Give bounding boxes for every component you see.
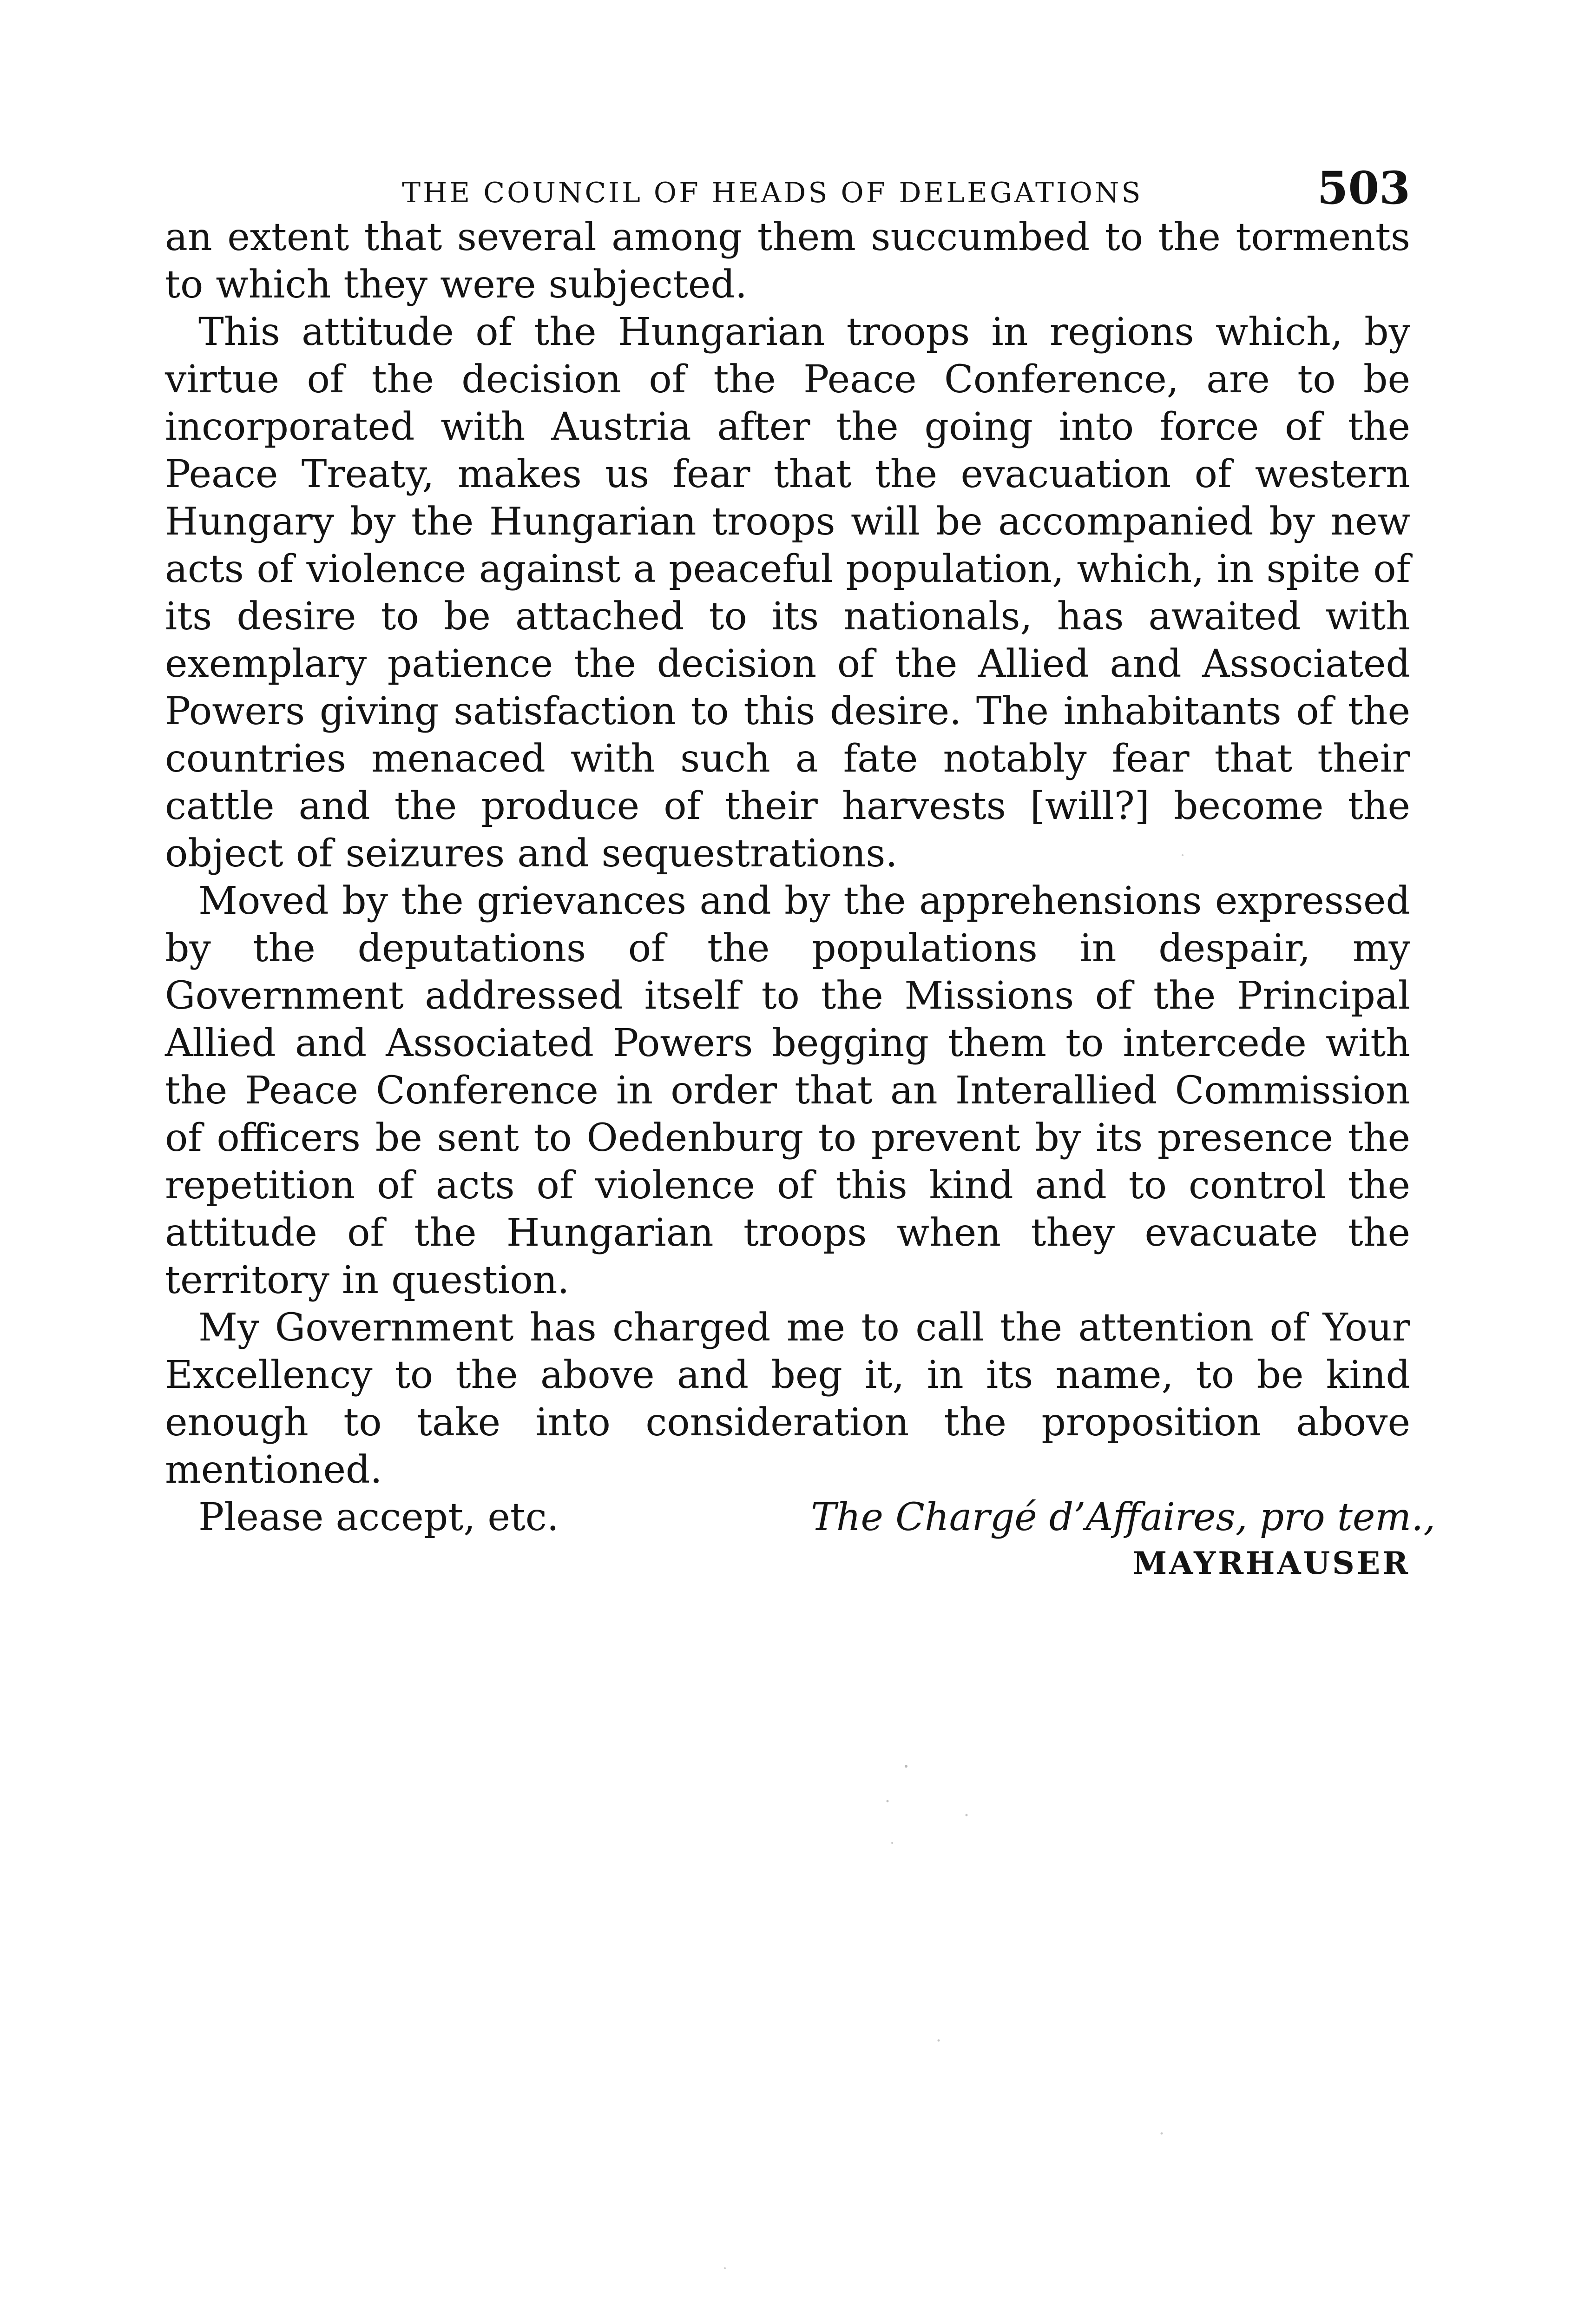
page-number: 503 — [1317, 162, 1410, 214]
paragraph-closing-request: My Government has charged me to call the attention of Your Excellency to the above and beg it, in its name, to be kind enough to take into consideration the proposition above mentioned. — [165, 1306, 1410, 1492]
running-head — [165, 158, 1410, 214]
closing-line — [165, 1494, 1436, 1542]
courtesy-closing: Please accept, etc. — [198, 1495, 559, 1539]
running-title: THE COUNCIL OF HEADS OF DELEGATIONS — [402, 177, 1143, 209]
signatory-name: MAYRHAUSER — [1133, 1545, 1410, 1581]
paragraph-government-request: Moved by the grievances and by the apprehensions expressed by the deputations of the populations in despair, my Government addressed itself to the Missions of the Principal Allied and Associated Powers begging them to intercede with the Peace Conference in order that an Interallied Commission of officers be sent to Oedenburg to prevent by its presence the repetition of acts of violence of this kind and to control the attitude of the Hungarian troops when they evacuate the territory in question. — [165, 879, 1410, 1302]
letter-body — [165, 214, 1410, 1494]
paragraph-continuation: an extent that several among them succumbed to the torments to which they were subjected. — [165, 215, 1410, 307]
paragraph-troops-attitude: This attitude of the Hungarian troops in regions which, by virtue of the decision of the Peace Conference, are to be incorporated with Austria after the going into force of the Peace Treaty, makes us fear that the evacuation of western Hungary by the Hungarian troops will be accompanied by new acts of violence against a peaceful population, which, in spite of its desire to be attached to its nationals, has awaited with exemplary patience the decision of the Allied and Associated Powers giving satisfaction to this desire. The inhabitants of the countries menaced with such a fate notably fear that their cattle and the produce of their harvests [will?] become the object of seizures and sequestrations. — [165, 310, 1410, 876]
document-page — [165, 158, 1436, 1584]
signatory-role: The Chargé d’Affaires, pro tem., — [811, 1495, 1436, 1539]
